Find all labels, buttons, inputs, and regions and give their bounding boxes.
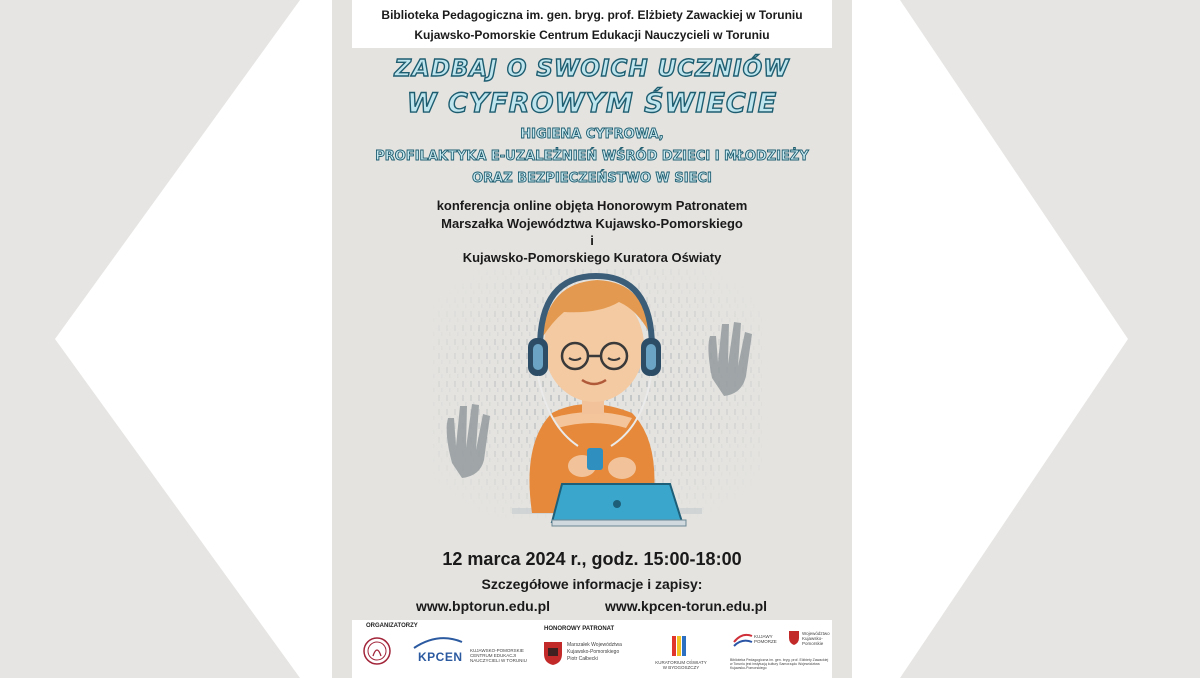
footer-logos (352, 620, 832, 678)
marszalek-line-3: Piotr Całbecki (567, 656, 598, 662)
title-line-1: ZADBAJ O SWOICH UCZNIÓW (394, 56, 790, 82)
subtitle-line-2: PROFILAKTYKA E-UZALEŻNIEŃ WŚRÓD DZIECI I MŁODZIEŻY (375, 149, 809, 164)
kujawy-pomorze-text: KUJAWY POMORZE (754, 634, 777, 644)
patronage-line-4: Kujawsko-Pomorskiego Kuratora Oświaty (462, 250, 722, 265)
marszalek-line-1: Marszałek Województwa (567, 642, 622, 648)
header-library-name: Biblioteka Pedagogiczna im. gen. bryg. prof. Elżbiety Zawackiej w Toruniu (381, 8, 803, 22)
header-box (352, 0, 832, 48)
bp-library-logo (362, 636, 392, 666)
kpcen-description: KUJAWSKO-POMORSKIE CENTRUM EDUKACJI NAUCZYCIELI W TORUNIU (470, 648, 527, 663)
wojewodztwo-text: Województwo Kujawsko-Pomorskie (802, 631, 830, 646)
patronage-line-1: konferencja online objęta Honorowym Patronatem (436, 198, 748, 213)
patron-label: HONOROWY PATRONAT (544, 626, 615, 632)
patronage-line-3: i (590, 233, 594, 248)
conference-poster (332, 0, 852, 678)
title-line-2: W CYFROWYM ŚWIECIE (406, 88, 778, 119)
header-center-name: Kujawsko-Pomorskie Centrum Edukacji Nauczycieli w Toruniu (414, 28, 770, 42)
marszalek-crest-icon (542, 640, 564, 666)
marszalek-line-2: Kujawsko-Pomorskiego (567, 649, 620, 655)
kuratorium-text: KURATORIUM OŚWIATY W BYDGOSZCZY (655, 660, 707, 670)
subtitle-line-3: ORAZ BEZPIECZEŃSTWO W SIECI (472, 171, 712, 186)
patronage-line-2: Marszałka Województwa Kujawsko-Pomorskiego (441, 216, 743, 231)
organizers-label: ORGANIZATORZY (366, 623, 418, 629)
kpcen-logo-text: KPCEN (418, 650, 463, 664)
footer-bottom-note: Biblioteka Pedagogiczna im. gen. bryg. prof. Elżbiety Zawackiej w Toruniu jest instytucją kultury Samorządu Województwa Kujawsko-Pomorskiego (730, 658, 829, 670)
event-date: 12 marca 2024 r., godz. 15:00-18:00 (442, 549, 742, 569)
link-kpcen[interactable]: www.kpcen-torun.edu.pl (605, 598, 768, 614)
kuratorium-logo (670, 634, 688, 660)
wojewodztwo-crest-icon (788, 630, 800, 646)
kujawy-pomorze-logo (732, 630, 754, 650)
event-info: Szczegółowe informacje i zapisy: (481, 576, 703, 592)
child-headphones-illustration (412, 268, 782, 540)
link-bptorun[interactable]: www.bptorun.edu.pl (416, 598, 551, 614)
subtitle-line-1: HIGIENA CYFROWA, (520, 127, 664, 142)
